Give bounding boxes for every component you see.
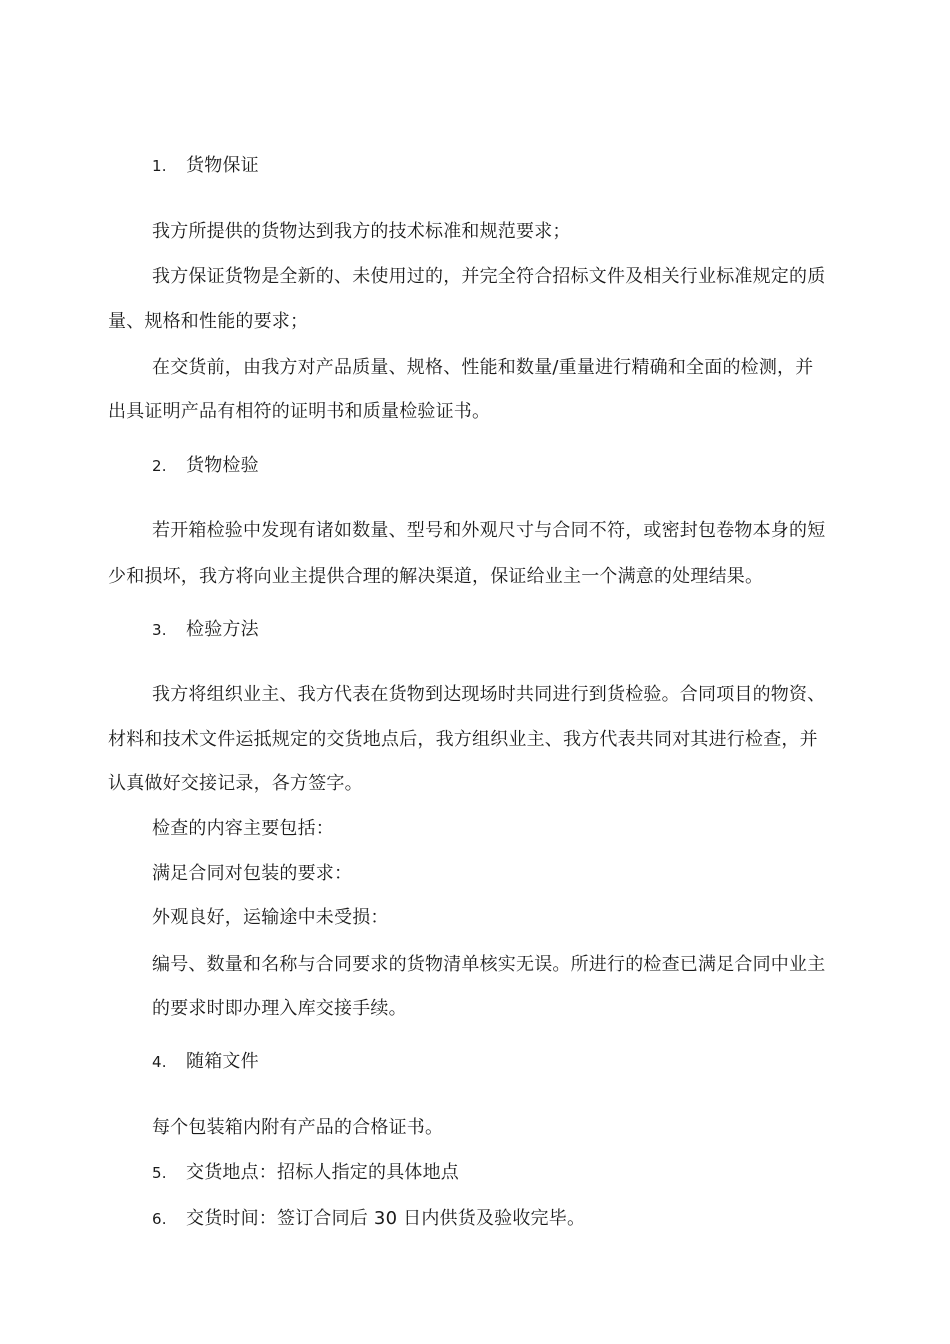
paragraph-line: 出具证明产品有相符的证明书和质量检验证书。 xyxy=(108,401,491,422)
section-number: 3. xyxy=(152,621,167,639)
paragraph-line: 编号、数量和名称与合同要求的货物清单核实无误。所进行的检查已满足合同中业主 xyxy=(152,954,826,975)
section-title: 交货时间：签订合同后 30 日内供货及验收完毕。 xyxy=(186,1208,586,1229)
paragraph-line: 我方保证货物是全新的、未使用过的，并完全符合招标文件及相关行业标准规定的质 xyxy=(152,266,826,287)
section-title: 随箱文件 xyxy=(186,1051,259,1072)
section-title: 货物保证 xyxy=(186,155,259,176)
paragraph-line: 每个包装箱内附有产品的合格证书。 xyxy=(152,1117,444,1138)
section-heading xyxy=(152,1049,259,1075)
paragraph-line: 的要求时即办理入库交接手续。 xyxy=(152,998,407,1019)
paragraph-line: 我方所提供的货物达到我方的技术标准和规范要求； xyxy=(152,221,571,242)
section-title: 交货地点：招标人指定的具体地点 xyxy=(186,1162,459,1183)
section-number: 4. xyxy=(152,1053,167,1071)
paragraph-line: 若开箱检验中发现有诸如数量、型号和外观尺寸与合同不符，或密封包卷物本身的短 xyxy=(152,520,826,541)
section-title: 检验方法 xyxy=(186,619,259,640)
paragraph-line: 量、规格和性能的要求； xyxy=(108,311,309,332)
section-number: 5. xyxy=(152,1164,167,1182)
section-heading xyxy=(152,453,259,479)
paragraph-line: 少和损坏，我方将向业主提供合理的解决渠道，保证给业主一个满意的处理结果。 xyxy=(108,566,764,587)
paragraph-line: 检查的内容主要包括： xyxy=(152,818,334,839)
paragraph-line: 在交货前，由我方对产品质量、规格、性能和数量/重量进行精确和全面的检测，并 xyxy=(152,357,814,378)
section-number: 1. xyxy=(152,157,167,175)
paragraph-line: 外观良好，运输途中未受损： xyxy=(152,907,389,928)
section-title: 货物检验 xyxy=(186,455,259,476)
paragraph-line: 我方将组织业主、我方代表在货物到达现场时共同进行到货检验。合同项目的物资、 xyxy=(152,684,826,705)
section-number: 6. xyxy=(152,1210,167,1228)
paragraph-line: 材料和技术文件运抵规定的交货地点后，我方组织业主、我方代表共同对其进行检查，并 xyxy=(108,729,818,750)
section-number: 2. xyxy=(152,457,167,475)
paragraph-line: 满足合同对包装的要求： xyxy=(152,863,353,884)
section-heading xyxy=(152,617,259,643)
paragraph-line: 认真做好交接记录，各方签字。 xyxy=(108,773,363,794)
section-heading xyxy=(152,153,259,179)
section-heading xyxy=(152,1206,585,1232)
section-heading xyxy=(152,1160,459,1186)
